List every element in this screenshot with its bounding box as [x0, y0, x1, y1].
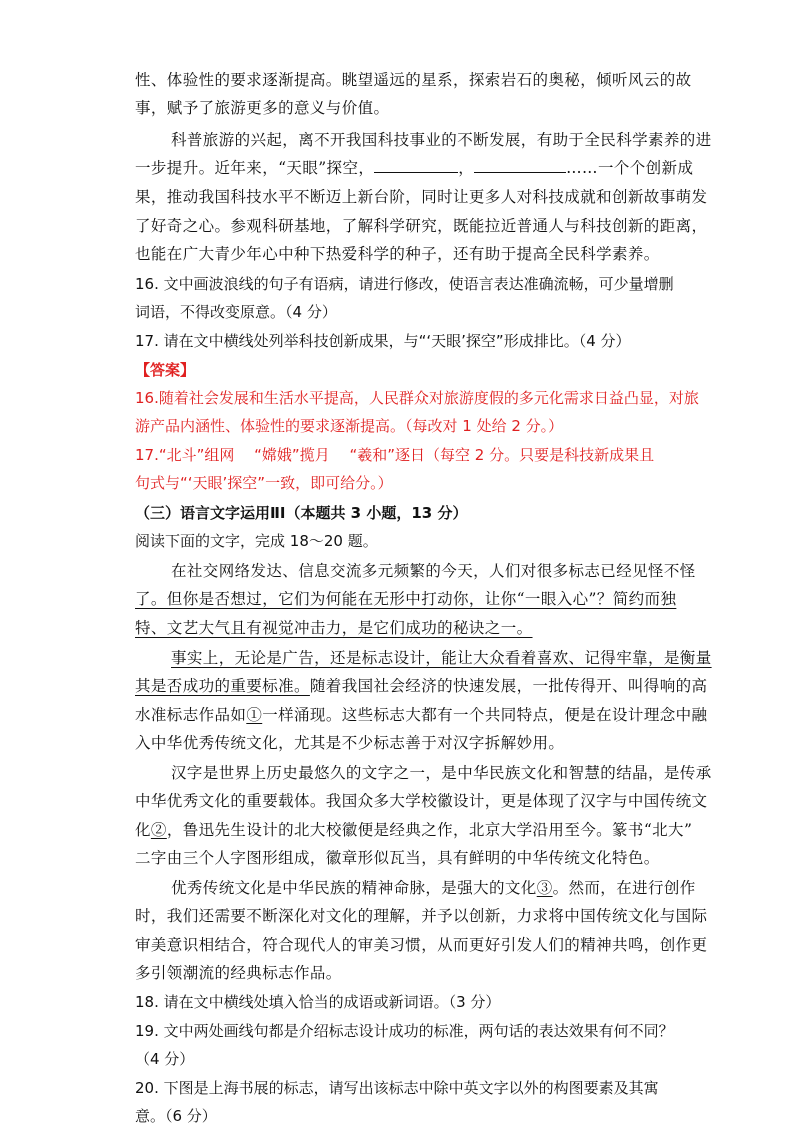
passage-line: 中华优秀文化的重要载体。我国众多大学校徽设计，更是体现了汉字与中国传统文: [135, 792, 708, 810]
passage-line: [171, 875, 696, 901]
passage-line: [135, 673, 707, 699]
passage-text: 化: [135, 821, 151, 839]
passage-line: 性、体验性的要求逐渐提高。眺望遥远的星系，探索岩石的奥秘，倾听风云的故: [135, 71, 692, 89]
passage-line: 入中华优秀传统文化，尤其是不少标志善于对汉字拆解妙用。: [135, 734, 565, 752]
answer-17-cont: 句式与“‘天眼’探空”一致，即可给分。）: [135, 474, 393, 492]
passage-line: 汉字是世界上历史最悠久的文字之一，是中华民族文化和智慧的结晶，是传承: [171, 764, 712, 782]
passage-line: 多引领潮流的经典标志作品。: [135, 964, 342, 982]
question-17: 17. 请在文中横线处列举科技创新成果，与“‘天眼’探空”形成排比。（4 分）: [135, 332, 631, 350]
answer-label: 【答案】: [135, 361, 196, 379]
passage-line: 了好奇之心。参观科研基地，了解科学研究，既能拉近普通人与科技创新的距离，: [135, 217, 708, 235]
question-20: 20. 下图是上海书展的标志，请写出该标志中除中英文字以外的构图要素及其寓: [135, 1079, 659, 1097]
answer-17: 17.“北斗”组网 “嫦娥”揽月 “羲和”逐日（每空 2 分。只要是科技新成果且: [135, 446, 655, 464]
underlined-sentence: 事实上，无论是广告，还是标志设计，能让大众看着喜欢、记得牢靠，是衡量: [171, 649, 712, 667]
passage-text: ……一个个创新成: [566, 159, 694, 177]
passage-text: ，: [458, 159, 475, 177]
blank-marker-3: ③: [536, 879, 553, 897]
passage-text: 水准标志作品如: [135, 706, 247, 724]
passage-line: [171, 645, 712, 671]
passage-line: 科普旅游的兴起，离不开我国科技事业的不断发展，有助于全民科学素养的进: [171, 131, 712, 149]
question-19: 19. 文中两处画线句都是介绍标志设计成功的标准，两句话的表达效果有何不同？: [135, 1022, 674, 1040]
blank-marker-1: ①: [246, 706, 263, 724]
passage-text: 。然而，在进行创作: [552, 879, 696, 897]
passage-line: 事，赋予了旅游更多的意义与价值。: [135, 99, 390, 117]
passage-line: [135, 702, 707, 728]
passage-line-with-blanks: [135, 155, 693, 181]
underlined-sentence: 了。但你是否想过，它们为何能在无形中打动你，让你“一眼入心”？简约而独: [135, 590, 677, 608]
passage-text: ，鲁迅先生设计的北大校徽便是经典之作，北京大学沿用至今。篆书“北大”: [166, 821, 693, 839]
question-18: 18. 请在文中横线处填入恰当的成语或新词语。（3 分）: [135, 993, 501, 1011]
section-heading: （三）语言文字运用ⅡⅠ（本题共 3 小题，13 分）: [135, 504, 468, 522]
section-intro: 阅读下面的文字，完成 18～20 题。: [135, 532, 378, 550]
passage-line: [135, 817, 692, 843]
passage-text: 优秀传统文化是中华民族的精神命脉，是强大的文化: [171, 879, 537, 897]
passage-line: 二字由三个人字图形组成，徽章形似瓦当，具有鲜明的中华传统文化特色。: [135, 849, 660, 867]
passage-line: [135, 586, 676, 612]
fill-blank-1: [374, 158, 458, 173]
passage-line: 审美意识相结合，符合现代人的审美习惯，从而更好引发人们的精神共鸣，创作更: [135, 936, 708, 954]
answer-16-cont: 游产品内涵性、体验性的要求逐渐提高。（每改对 1 处给 2 分。）: [135, 417, 564, 435]
passage-text: 随着我国社会经济的快速发展，一批传得开、叫得响的高: [309, 677, 708, 695]
passage-line: 也能在广大青少年心中种下热爱科学的种子，还有助于提高全民科学素养。: [135, 245, 660, 263]
blank-marker-2: ②: [150, 821, 167, 839]
question-19-cont: （4 分）: [135, 1050, 195, 1068]
answer-16: 16.随着社会发展和生活水平提高，人民群众对旅游度假的多元化需求日益凸显，对旅: [135, 389, 699, 407]
fill-blank-2: [474, 158, 566, 173]
underlined-sentence: 特、文艺大气且有视觉冲击力，是它们成功的秘诀之一。: [135, 619, 533, 637]
passage-text: 一样涌现。这些标志大都有一个共同特点，便是在设计理念中融: [262, 706, 708, 724]
question-16: 16. 文中画波浪线的句子有语病，请进行修改，使语言表达准确流畅，可少量增删: [135, 275, 674, 293]
question-20-cont: 意。（6 分）: [135, 1107, 217, 1125]
question-16-cont: 词语，不得改变原意。（4 分）: [135, 303, 337, 321]
passage-line: [135, 615, 533, 641]
passage-line: 在社交网络发达、信息交流多元频繁的今天，人们对很多标志已经见怪不怪: [171, 562, 696, 580]
passage-text: 一步提升。近年来，“天眼”探空，: [135, 159, 375, 177]
passage-line: 时，我们还需要不断深化对文化的理解，并予以创新，力求将中国传统文化与国际: [135, 907, 708, 925]
underlined-sentence: 其是否成功的重要标准。: [135, 677, 310, 695]
passage-line: 果，推动我国科技水平不断迈上新台阶，同时让更多人对科技成就和创新故事萌发: [135, 188, 708, 206]
